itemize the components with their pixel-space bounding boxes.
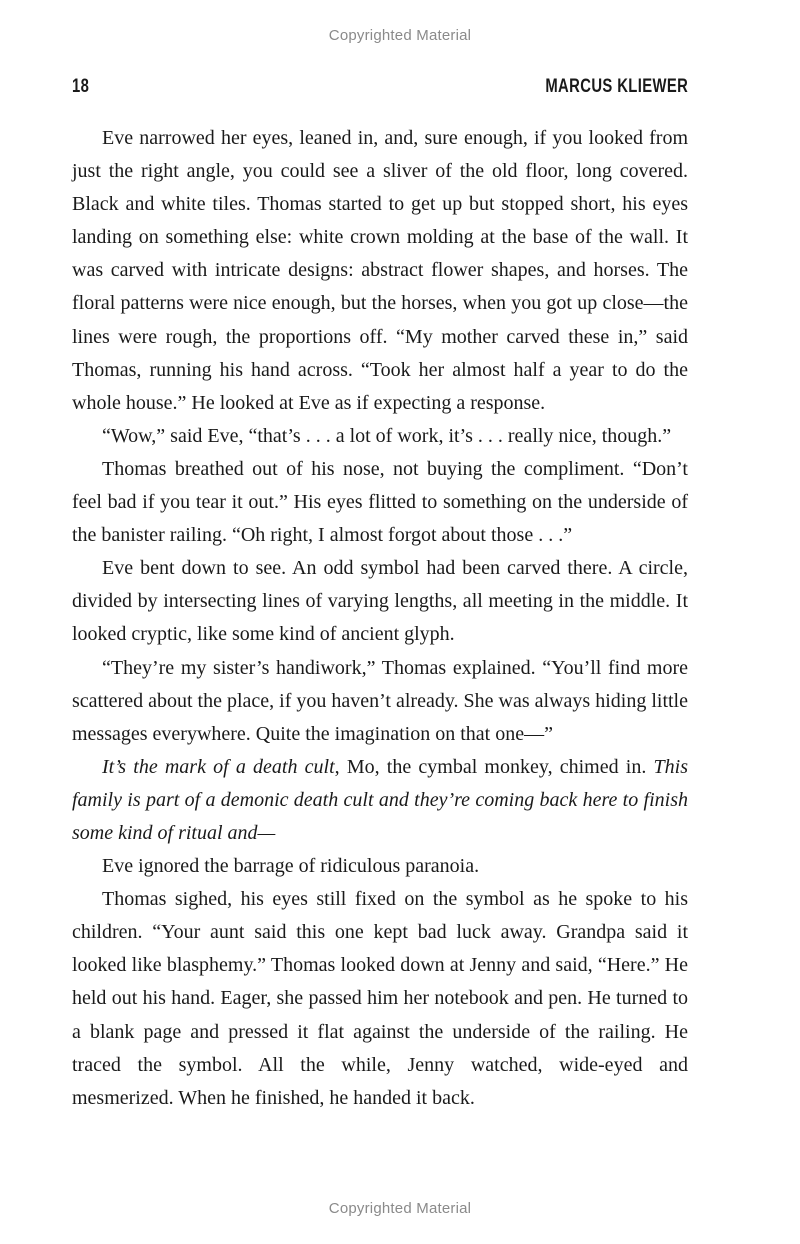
italic-text: It’s the mark of a death cult [102, 755, 335, 778]
author-name: MARCUS KLIEWER [545, 76, 688, 97]
paragraph: Eve ignored the barrage of ridiculous paranoia. [102, 855, 480, 878]
page-number: 18 [72, 76, 90, 97]
italic-paragraph [72, 751, 688, 850]
paragraph: Thomas sighed, his eyes still fixed on the symbol as he spoke to his children. “Your aunt said this one kept bad luck away. Grandpa said it looked like blasphemy.” Thomas looked down at Jenny and said, “Here.” He held out his hand. Eager, she passed him her notebook and pen. He turned to a blank page and pressed it flat against the underside of the railing. He traced the symbol. All the while, Jenny watched, wide-eyed and mesmerized. When he finished, he handed it back. [72, 888, 688, 1109]
paragraph: Eve narrowed her eyes, leaned in, and, sure enough, if you looked from just the right angle, you could see a sliver of the old floor, long covered. Black and white tiles. Thomas started to get up but stopped short, his eyes landing on something else: white crown molding at the base of the wall. It was carved with intricate designs: abstract flower shapes, and horses. The floral patterns were nice enough, but the horses, when you got up close—the lines were rough, the proportions off. “My mother carved these in,” said Thomas, running his hand across. “Took her almost half a year to do the whole house.” He looked at Eve as if expecting a response. [72, 127, 688, 414]
italic-text: This family is part of a demonic death cult and they’re coming back here to finish some kind of ritual and— [72, 755, 688, 844]
body-text [72, 122, 688, 1115]
paragraph: “They’re my sister’s handiwork,” Thomas explained. “You’ll find more scattered about the place, if you haven’t already. She was always hiding little messages everywhere. Quite the imagination on that one—” [72, 656, 688, 745]
paragraph: “Wow,” said Eve, “that’s . . . a lot of work, it’s . . . really nice, though.” [102, 424, 672, 447]
copyright-watermark-top: Copyrighted Material [328, 27, 472, 44]
running-header [72, 76, 688, 102]
roman-text: , Mo, the cymbal monkey, chimed in. [334, 755, 654, 778]
paragraph: Eve bent down to see. An odd symbol had been carved there. A circle, divided by intersecting lines of varying lengths, all meeting in the middle. It looked cryptic, like some kind of ancient glyph. [72, 557, 688, 646]
copyright-watermark-bottom: Copyrighted Material [328, 1200, 472, 1217]
paragraph: Thomas breathed out of his nose, not buying the compliment. “Don’t feel bad if you tear it out.” His eyes flitted to something on the underside of the banister railing. “Oh right, I almost forgot about those . . .” [72, 457, 688, 547]
